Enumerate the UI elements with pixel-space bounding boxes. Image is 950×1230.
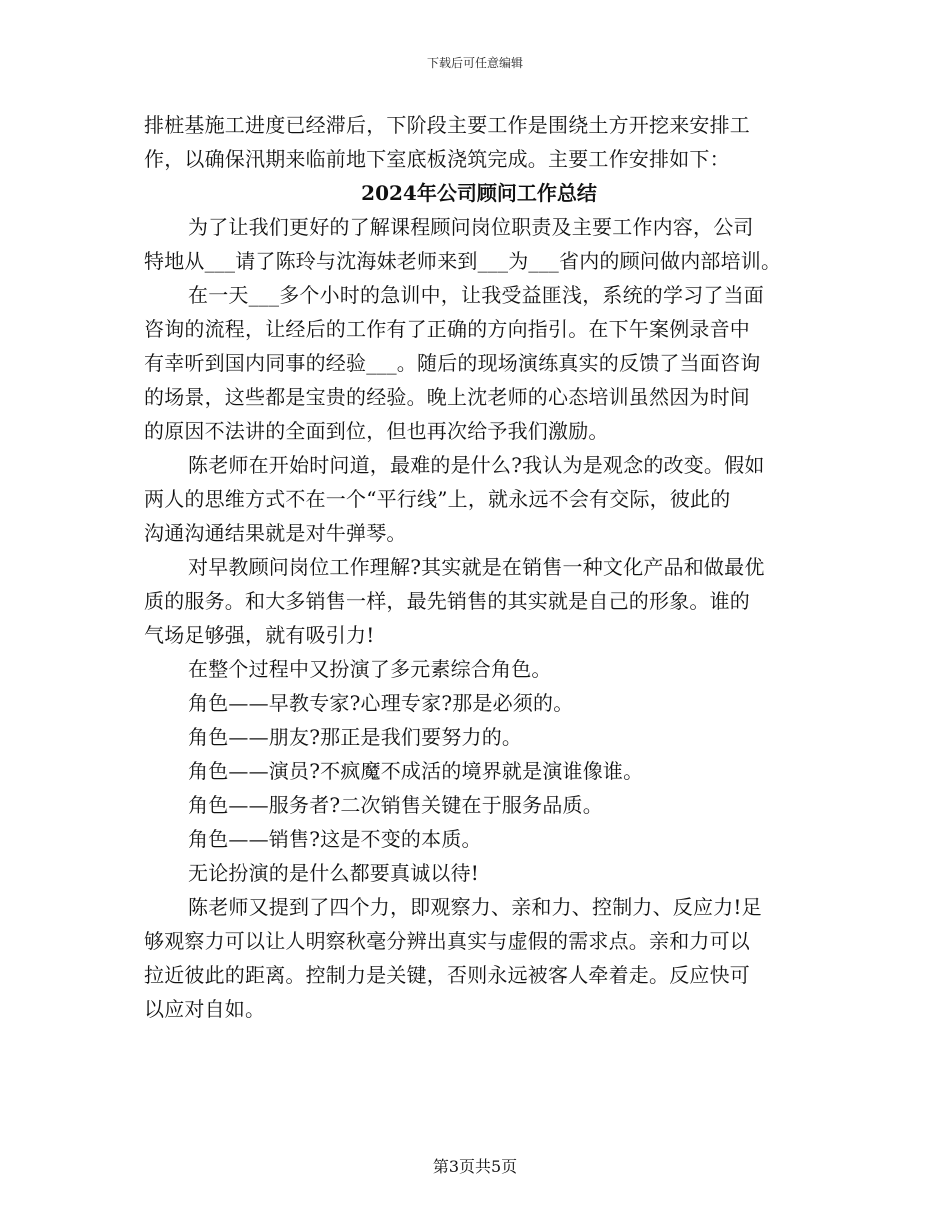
paragraph-line: 对早教顾问岗位工作理解?其实就是在销售一种文化产品和做最优: [188, 555, 765, 579]
role-line: 角色——朋友?那正是我们要努力的。: [188, 725, 523, 749]
paragraph-line: 在一天___多个小时的急训中，让我受益匪浅，系统的学习了当面: [188, 283, 764, 307]
page-header: 下载后可任意编辑: [426, 56, 523, 70]
paragraph-line: 在整个过程中又扮演了多元素综合角色。: [188, 657, 552, 681]
paragraph-line: 沟通沟通结果就是对牛弹琴。: [144, 521, 407, 545]
role-line: 角色——服务者?二次销售关键在于服务品质。: [188, 793, 603, 817]
paragraph-line: 气场足够强，就有吸引力!: [144, 623, 375, 647]
role-line: 角色——早教专家?心理专家?那是必须的。: [188, 691, 574, 715]
paragraph-line: 够观察力可以让人明察秋毫分辨出真实与虚假的需求点。亲和力可以: [144, 929, 750, 953]
document-title: 2024年公司顾问工作总结: [361, 181, 597, 205]
paragraph-line: 陈老师在开始时问道，最难的是什么?我认为是观念的改变。假如: [188, 453, 765, 477]
role-line: 角色——销售?这是不变的本质。: [188, 827, 482, 851]
paragraph-line: 两人的思维方式不在一个“平行线”上，就永远不会有交际，彼此的: [144, 487, 731, 511]
role-line: 角色——演员?不疯魔不成活的境界就是演谁像谁。: [188, 759, 644, 783]
paragraph-line: 无论扮演的是什么都要真诚以待!: [188, 861, 480, 885]
paragraph-line: 有幸听到国内同事的经验___。随后的现场演练真实的反馈了当面咨询: [144, 351, 761, 375]
paragraph-line: 为了让我们更好的了解课程顾问岗位职责及主要工作内容，公司: [188, 215, 754, 239]
paragraph-line: 质的服务。和大多销售一样，最先销售的其实就是自己的形象。谁的: [144, 589, 750, 613]
paragraph-line: 拉近彼此的距离。控制力是关键，否则永远被客人牵着走。反应快可: [144, 963, 750, 987]
intro-line: 排桩基施工进度已经滞后，下阶段主要工作是围绕土方开挖来安排工: [144, 113, 750, 137]
paragraph-line: 咨询的流程，让经后的工作有了正确的方向指引。在下午案例录音中: [144, 317, 750, 341]
page-footer: 第3页共5页: [432, 1157, 518, 1176]
intro-line: 作，以确保汛期来临前地下室底板浇筑完成。主要工作安排如下：: [144, 147, 730, 171]
paragraph-line: 的场景，这些都是宝贵的经验。晚上沈老师的心态培训虽然因为时间: [144, 385, 750, 409]
paragraph-line: 以应对自如。: [144, 997, 266, 1021]
paragraph-line: 特地从___请了陈玲与沈海妹老师来到___为___省内的顾问做内部培训。: [144, 249, 782, 273]
paragraph-line: 陈老师又提到了四个力，即观察力、亲和力、控制力、反应力!足: [188, 895, 762, 919]
document-body: [144, 108, 814, 1026]
paragraph-line: 的原因不法讲的全面到位，但也再次给予我们激励。: [144, 419, 609, 443]
